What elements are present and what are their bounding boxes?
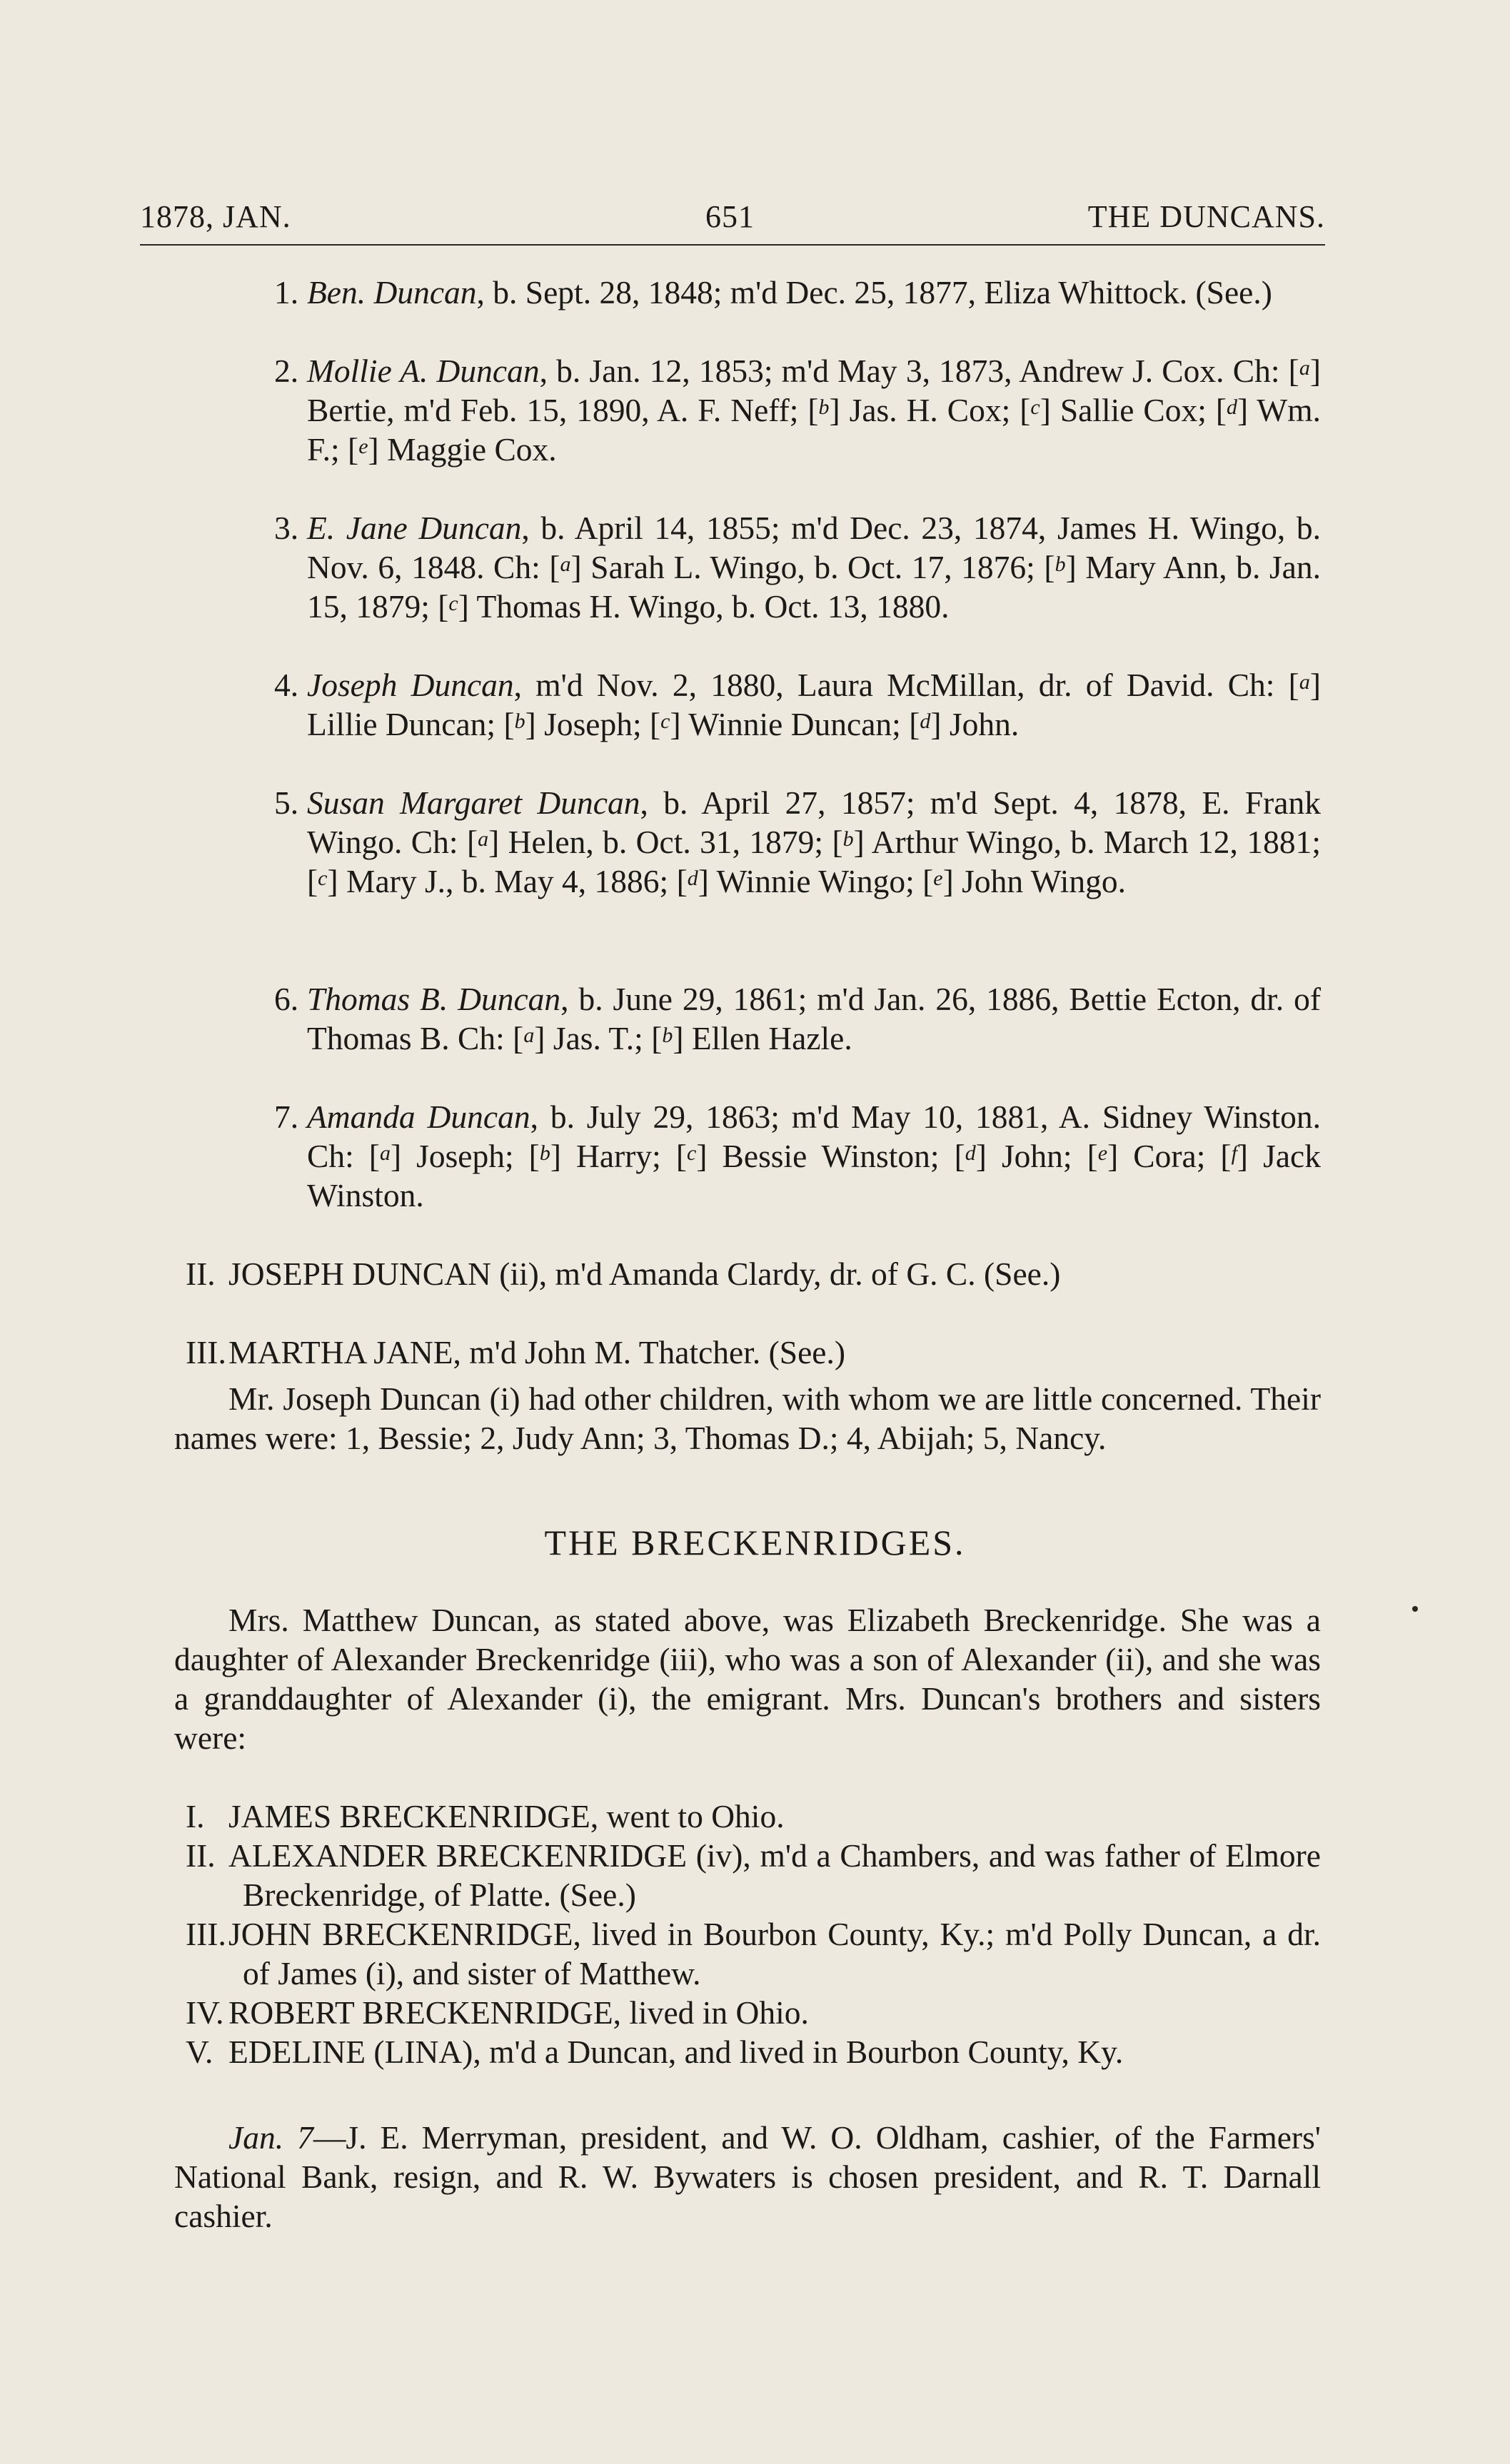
roman-text: ALEXANDER BRECKENRIDGE (iv), m'd a Chambers, and was father of Elmore Breckenridge, of Platte. (See.) [228,1837,1321,1913]
child-marker: a [478,827,489,851]
breckenridge-paragraph: Mrs. Matthew Duncan, as stated above, was Elizabeth Breckenridge. She was a daughter of Alexander Breckenridge (iii), who was a son of Alexander (ii), and she was a granddaughter of Alexander (i), the emigrant. Mrs. Duncan's brothers and sisters were: [174,1602,1321,1756]
entry-name: E. Jane Duncan [307,510,522,546]
entry-number: 4. [274,667,299,703]
child-entry [274,273,1321,312]
page-number: 651 [705,199,755,234]
child-entry [274,508,1321,626]
header-title: THE DUNCANS. [1087,199,1325,234]
roman-text: MARTHA JANE, m'd John M. Thatcher. (See.) [228,1334,845,1370]
entry-text: , b. Jan. 12, 1853; m'd May 3, 1873, Andrew J. Cox. Ch: [$^a$] Bertie, m'd Feb. 15, 1890, A. F. Neff; [$^b$] Jas. H. Cox; [$^c$] Sallie Cox; [$^d$] Wm. F.; [$^e$] Maggie Cox. [307,353,1322,468]
child-marker: b [662,1024,673,1047]
roman-numeral: I. [186,1798,205,1834]
roman-numeral: II. [186,1837,216,1874]
entry-number: 1. [274,274,299,310]
entry-text: , m'd Nov. 2, 1880, Laura McMillan, dr. of David. Ch: [$^a$] Lillie Duncan; [$^b$] Joseph; [$^c$] Winnie Duncan; [$^d$] John. [307,667,1321,742]
roman-text: EDELINE (LINA), m'd a Duncan, and lived in Bourbon County, Ky. [228,2034,1124,2070]
child-marker: e [933,867,943,890]
child-marker: a [560,552,571,576]
roman-entry [186,1993,1321,2032]
roman-text: ROBERT BRECKENRIDGE, lived in Ohio. [228,1994,809,2031]
entry-name: Mollie A. Duncan [307,353,540,389]
child-marker: d [687,867,698,890]
child-marker: c [1030,395,1040,419]
child-marker: b [514,710,525,733]
roman-numeral: III. [186,1334,226,1370]
running-header [140,198,1325,241]
entry-name: Thomas B. Duncan [307,981,561,1017]
entry-number: 5. [274,784,299,821]
entry-number: 3. [274,510,299,546]
child-marker: c [318,867,328,890]
roman-entry [186,1836,1321,1914]
roman-entry [186,1797,1321,1836]
roman-numeral: II. [186,1256,216,1292]
entry-text: , b. April 14, 1855; m'd Dec. 23, 1874, James H. Wingo, b. Nov. 6, 1848. Ch: [$^a$] Sarah L. Wingo, b. Oct. 17, 1876; [$^b$] Mary Ann, b. Jan. 15, 1879; [$^c$] Thomas H. Wingo, b. Oct. 13, 1880. [307,510,1321,625]
entry-text: , b. April 27, 1857; m'd Sept. 4, 1878, E. Frank Wingo. Ch: [$^a$] Helen, b. Oct. 31, 1879; [$^b$] Arthur Wingo, b. March 12, 1881; [$^c$] Mary J., b. May 4, 1886; [$^d$] Winnie Wingo; [$^e$] John Wingo. [307,784,1321,899]
entry-number: 2. [274,353,299,389]
child-marker: d [1227,395,1237,419]
child-entry [274,351,1322,469]
child-entry [274,1097,1321,1215]
child-marker: e [1097,1141,1108,1165]
bank-date: Jan. 7 [228,2119,313,2156]
child-marker: a [523,1024,535,1047]
child-marker: c [687,1141,697,1165]
entry-number: 6. [274,981,299,1017]
child-entry [274,979,1321,1058]
child-marker: a [1299,356,1310,380]
roman-numeral: IV. [186,1994,224,2031]
roman-entry [186,2032,1321,2071]
entry-name: Joseph Duncan [307,667,514,703]
roman-entry [186,1254,1321,1293]
child-marker: b [842,827,854,851]
entry-text: , b. July 29, 1863; m'd May 10, 1881, A. Sidney Winston. Ch: [$^a$] Joseph; [$^b$] Harry; [$^c$] Bessie Winston; [$^d$] John; [$^e$] Cora; [$^f$] Jack Winston. [307,1099,1321,1213]
other-children-paragraph: Mr. Joseph Duncan (i) had other children, with whom we are little concerned. Their names were: 1, Bessie; 2, Judy Ann; 3, Thomas D.; 4, Abijah; 5, Nancy. [174,1380,1321,1456]
header-date: 1878, JAN. [140,199,291,234]
roman-text: JOHN BRECKENRIDGE, lived in Bourbon County, Ky.; m'd Polly Duncan, a dr. of James (i), and sister of Matthew. [228,1916,1321,1991]
child-marker: d [920,710,931,733]
section-heading: THE BRECKENRIDGES. [544,1523,966,1562]
roman-text: JOSEPH DUNCAN (ii), m'd Amanda Clardy, dr. of G. C. (See.) [228,1256,1061,1292]
header-rule [140,244,1325,246]
child-marker: b [1055,552,1066,576]
child-marker: c [660,710,670,733]
child-entry [274,783,1321,901]
child-marker: e [358,435,368,458]
bank-text: —J. E. Merryman, president, and W. O. Oldham, cashier, of the Farmers' National Bank, resign, and R. W. Bywaters is chosen president, and R. T. Darnall cashier. [174,2119,1321,2234]
entry-name: Susan Margaret Duncan [307,784,640,821]
roman-entry [186,1914,1321,1993]
child-marker: f [1231,1141,1237,1165]
roman-numeral: V. [186,2034,213,2070]
roman-numeral: III. [186,1916,226,1952]
entry-number: 7. [274,1099,299,1135]
entry-text: , b. June 29, 1861; m'd Jan. 26, 1886, Bettie Ecton, dr. of Thomas B. Ch: [$^a$] Jas. T.; [$^b$] Ellen Hazle. [307,981,1321,1056]
child-entry [274,665,1321,744]
roman-text: JAMES BRECKENRIDGE, went to Ohio. [228,1798,785,1834]
child-marker: d [965,1141,976,1165]
entry-name: Ben. Duncan [307,274,477,310]
child-marker: a [379,1141,391,1165]
child-marker: b [818,395,830,419]
roman-entry [186,1333,1321,1372]
bank-paragraph [174,2118,1321,2236]
child-marker: a [1299,670,1310,694]
entry-text: , b. Sept. 28, 1848; m'd Dec. 25, 1877, Eliza Whittock. (See.) [476,274,1272,310]
child-marker: c [448,592,458,615]
margin-mark [1412,1606,1418,1612]
entry-name: Amanda Duncan [307,1099,530,1135]
child-marker: b [539,1141,550,1165]
